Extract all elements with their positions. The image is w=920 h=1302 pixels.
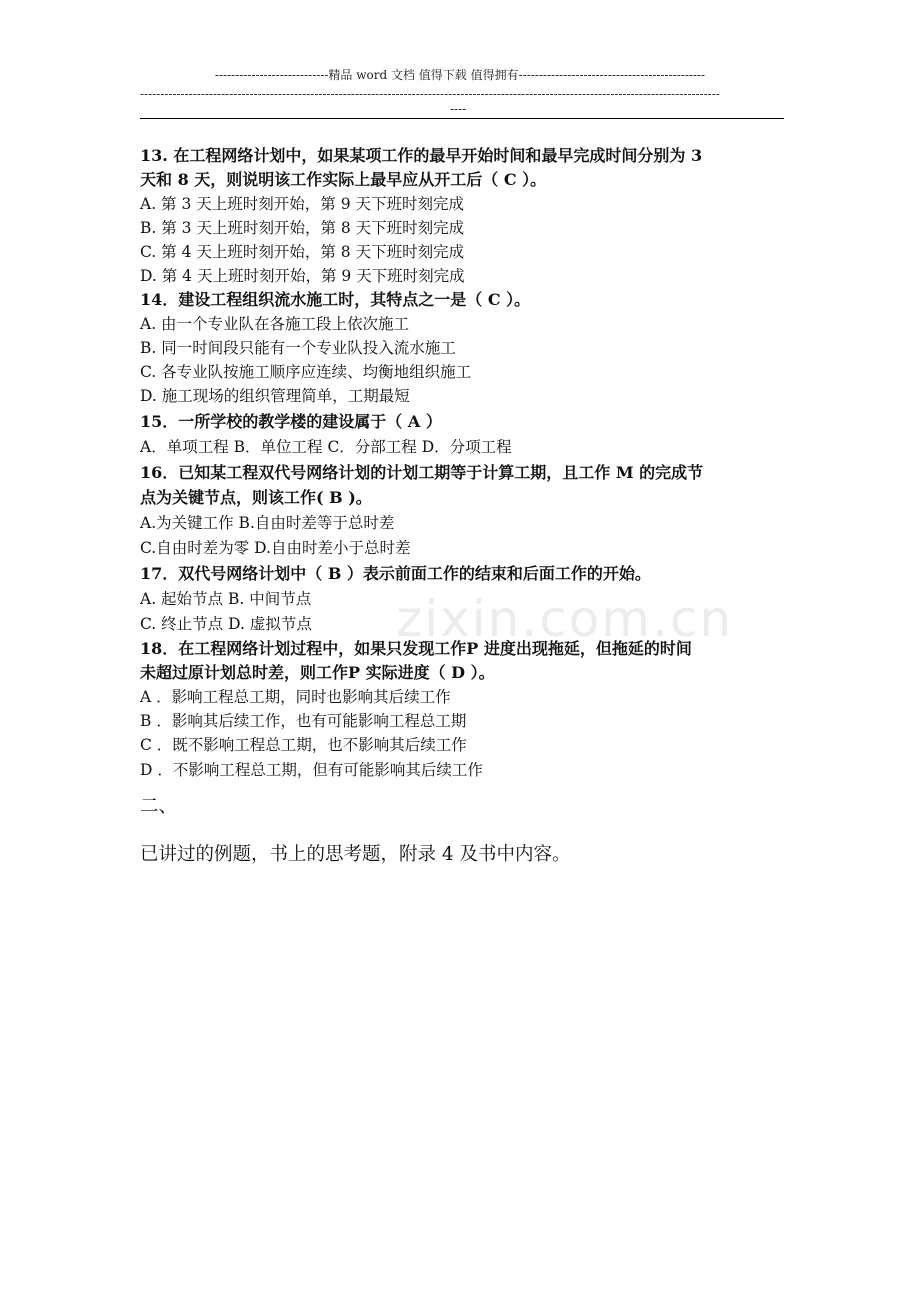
question-16-stem-cont: 点为关键节点，则该工作( B )。 [140,488,372,507]
question-16-options-cd: C.自由时差为零 D.自由时差小于总时差 [140,539,411,557]
question-14-option-d: D. 施工现场的组织管理简单，工期最短 [140,387,410,405]
question-18-stem: 18．在工程网络计划过程中，如果只发现工作P 进度出现拖延，但拖延的时间 [140,639,692,658]
question-13-option-d: D. 第 4 天上班时刻开始，第 9 天下班时刻完成 [140,267,465,285]
question-13-option-c: C. 第 4 天上班时刻开始，第 8 天下班时刻完成 [140,243,465,261]
question-18-option-c: C ．既不影响工程总工期，也不影响其后续工作 [140,736,467,754]
question-13-stem-cont: 天和 8 天，则说明该工作实际上最早应从开工后（ C ）。 [140,170,547,189]
question-17-stem: 17．双代号网络计划中（ B ）表示前面工作的结束和后面工作的开始。 [140,564,651,583]
question-16-options-ab: A.为关键工作 B.自由时差等于总时差 [140,514,395,532]
question-17-options-cd: C. 终止节点 D. 虚拟节点 [140,615,312,633]
question-15-options: A．单项工程 B．单位工程 C．分部工程 D．分项工程 [140,438,512,456]
header-dash-tail: ---- [450,102,467,116]
header-rule [140,118,784,119]
question-18-option-d: D ．不影响工程总工期，但有可能影响其后续工作 [140,761,483,779]
question-13-stem: 13. 在工程网络计划中，如果某项工作的最早开始时间和最早完成时间分别为 3 [140,146,703,165]
question-14-option-b: B. 同一时间段只能有一个专业队投入流水施工 [140,339,456,357]
closing-note: 已讲过的例题，书上的思考题，附录 4 及书中内容。 [140,844,571,865]
question-14-option-c: C. 各专业队按施工顺序应连续、均衡地组织施工 [140,363,472,381]
question-15-stem: 15．一所学校的教学楼的建设属于（ A ） [140,412,442,431]
question-16-stem: 16．已知某工程双代号网络计划的计划工期等于计算工期，且工作 M 的完成节 [140,463,704,482]
watermark: zixin.com.cn [396,590,734,648]
header-dash-line: ----------------------------------------------------------------------------------------------------------------------------------------------- [140,87,720,101]
question-18-option-a: A ．影响工程总工期，同时也影响其后续工作 [140,688,451,706]
section-heading: 二、 [140,796,178,817]
question-13-option-a: A. 第 3 天上班时刻开始，第 9 天下班时刻完成 [140,195,464,213]
page-header-line: ----------------------------精品 word 文档 值得下载 值得拥有---------------------------------------------- [214,68,706,82]
question-17-options-ab: A. 起始节点 B. 中间节点 [140,590,312,608]
question-18-stem-cont: 未超过原计划总时差，则工作P 实际进度（ D ）。 [140,663,495,682]
question-13-option-b: B. 第 3 天上班时刻开始，第 8 天下班时刻完成 [140,219,465,237]
question-14-option-a: A. 由一个专业队在各施工段上依次施工 [140,315,410,333]
question-18-option-b: B ．影响其后续工作，也有可能影响工程总工期 [140,712,467,730]
question-14-stem: 14．建设工程组织流水施工时，其特点之一是（ C ）。 [140,290,531,309]
